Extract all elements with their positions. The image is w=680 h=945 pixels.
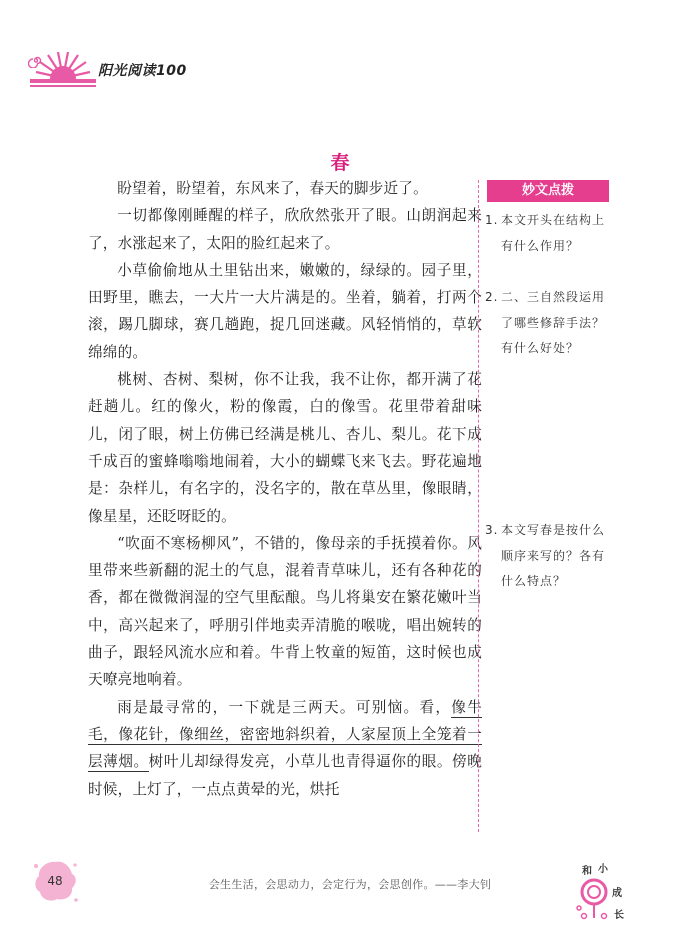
logo-char-4: 长 bbox=[614, 910, 624, 921]
page-number: 48 bbox=[47, 874, 63, 888]
series-title: 阳光阅读100 bbox=[98, 63, 187, 79]
paragraph-6 bbox=[88, 694, 482, 803]
paragraph-3: 小草偷偷地从土里钻出来，嫩嫩的，绿绿的。园子里，田野里，瞧去，一大片一大片满是的。坐着，躺着，打两个滚，踢几脚球，赛几趟跑，捉几回迷藏。风轻悄悄的，草软绵绵的。 bbox=[88, 261, 482, 361]
paragraph-5: “吹面不寒杨柳风”，不错的，像母亲的手抚摸着你。风里带来些新翻的泥土的气息，混着青草味儿，还有各种花的香，都在微微润湿的空气里酝酿。鸟儿将巢安在繁花嫩叶当中，高兴起来了，呼朋引伴地卖弄清脆的喉咙，唱出婉转的曲子，跟轻风流水应和着。牛背上牧童的短笛，这时候也成天嘹亮地响着。 bbox=[88, 534, 482, 689]
swirl-icon bbox=[28, 52, 44, 68]
question-3 bbox=[485, 518, 609, 595]
guidance-sidebar bbox=[478, 180, 611, 832]
footer-quote: 会生生活，会思动力，会定行为，会思创作。——李大钊 bbox=[208, 878, 492, 891]
paragraph-6-part1: 雨是最寻常的，一下就是三两天。可别恼。看， bbox=[117, 698, 452, 716]
question-text: 本文写春是按什么顺序来写的？各有什么特点？ bbox=[501, 523, 606, 588]
logo-char-3: 成 bbox=[612, 888, 622, 899]
paragraph-4: 桃树、杏树、梨树，你不让我，我不让你，都开满了花赶趟儿。红的像火，粉的像霞，白的像雪。花里带着甜味儿，闭了眼，树上仿佛已经满是桃儿、杏儿、梨儿。花下成千成百的蜜蜂嗡嗡地闹着，大小的蝴蝶飞来飞去。野花遍地是：杂样儿，有名字的，没名字的，散在草丛里，像眼睛，像星星，还眨呀眨的。 bbox=[88, 371, 482, 525]
paragraph-2: 一切都像刚睡醒的样子，欣欣然张开了眼。山朗润起来了，水涨起来了，太阳的脸红起来了。 bbox=[88, 207, 482, 252]
question-2 bbox=[485, 285, 609, 362]
logo-char-1: 和 bbox=[582, 866, 592, 877]
series-header bbox=[28, 52, 228, 92]
brand-logo bbox=[574, 862, 630, 922]
question-text: 二、三自然段运用了哪些修辞手法？有什么好处？ bbox=[501, 290, 606, 355]
logo-char-2: 小 bbox=[598, 864, 608, 875]
paragraph-6-part2: 树叶儿却绿得发亮，小草儿也青得逼你的眼。傍晚时候，上灯了，一点点黄晕的光，烘托 bbox=[88, 753, 482, 798]
underlined-sentence: 像牛毛，像花针，像细丝，密密地斜织着，人家屋顶上全笼着一层薄烟。 bbox=[88, 698, 483, 771]
question-text: 本文开头在结构上有什么作用？ bbox=[501, 213, 606, 253]
question-1 bbox=[485, 208, 609, 259]
article-body bbox=[88, 175, 482, 803]
paragraph-1: 盼望着，盼望着，东风来了，春天的脚步近了。 bbox=[117, 180, 428, 197]
question-number: 1. bbox=[485, 213, 499, 227]
sidebar-heading: 妙文点拨 bbox=[487, 180, 609, 202]
article-title: 春 bbox=[330, 152, 350, 174]
question-number: 2. bbox=[485, 290, 499, 304]
question-number: 3. bbox=[485, 523, 499, 537]
